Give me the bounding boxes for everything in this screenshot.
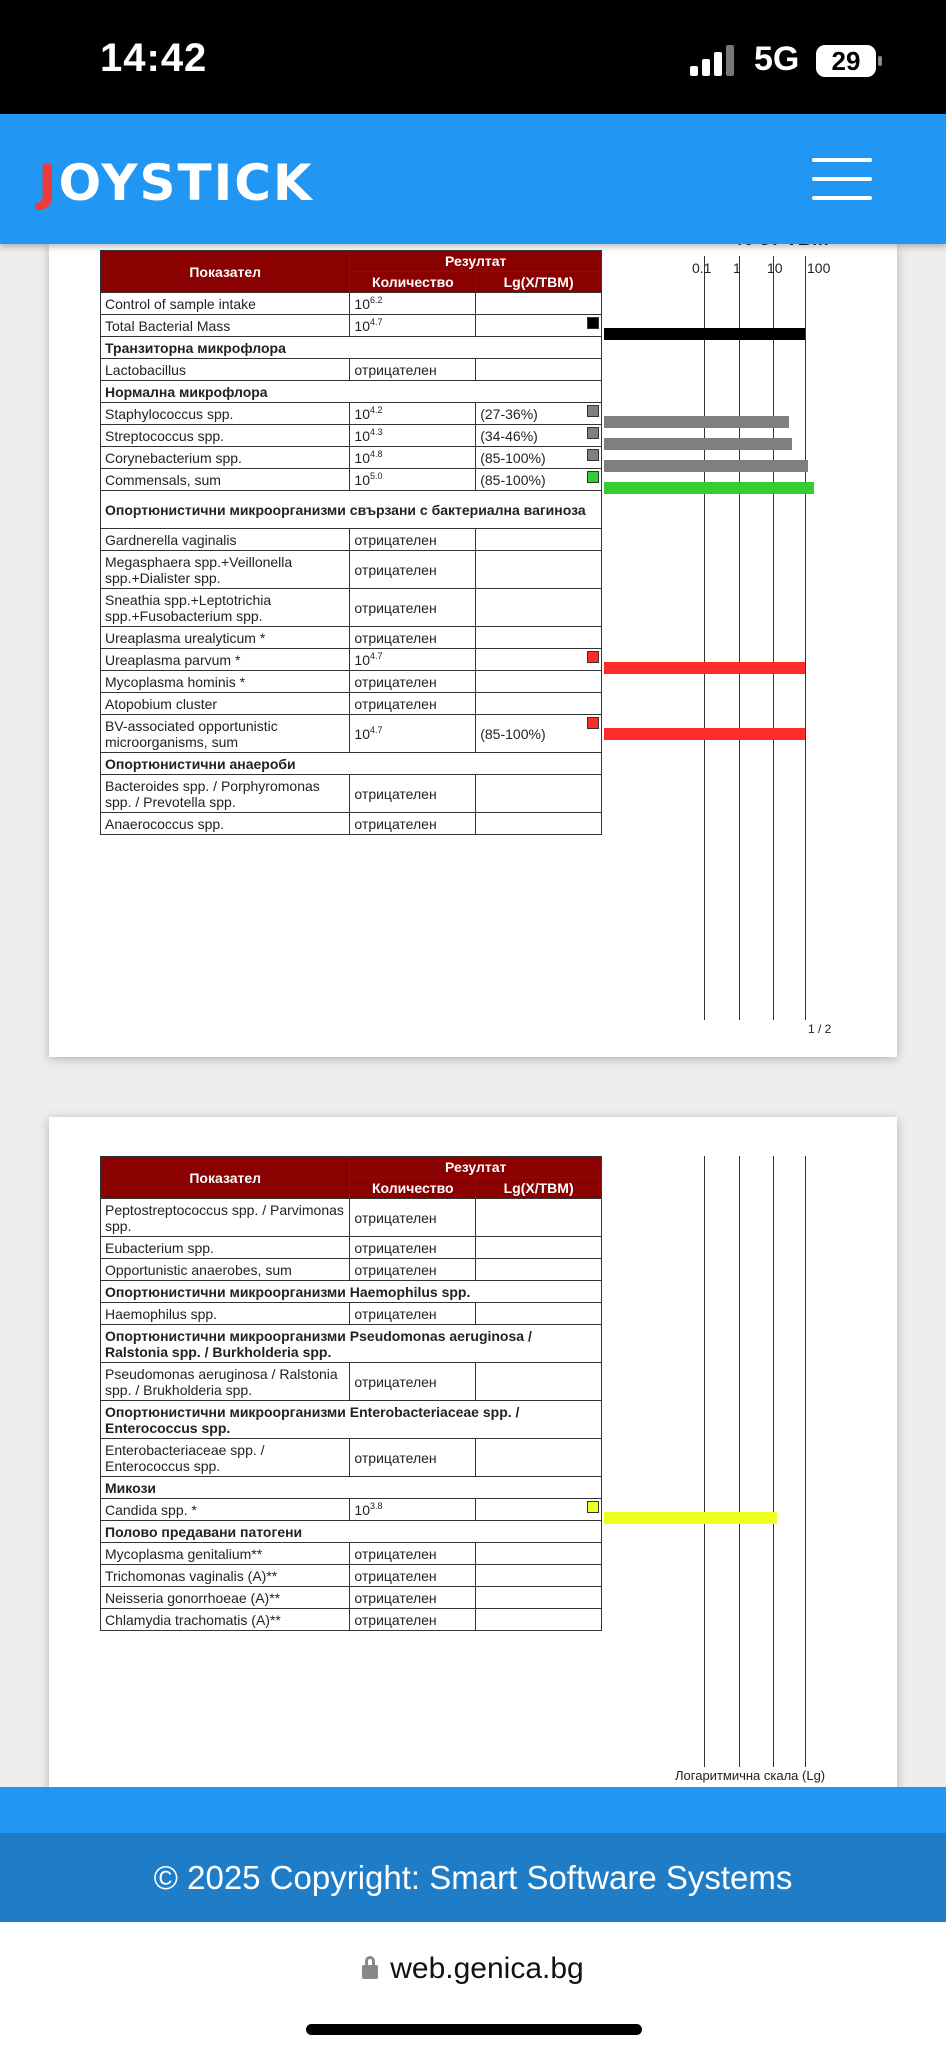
quantity-cell [350, 1303, 476, 1325]
indicator-name: Enterobacteriaceae spp. / Enterococcus spp. [101, 1439, 350, 1477]
table-row [101, 1609, 602, 1631]
quantity-exponent: 4.3 [370, 427, 383, 437]
indicator-name: Streptococcus spp. [101, 425, 350, 447]
lg-cell [476, 671, 602, 693]
abundance-bar [604, 438, 792, 450]
quantity-cell [350, 447, 476, 469]
grid-line [739, 1156, 740, 1767]
quantity-cell [350, 1363, 476, 1401]
lg-cell [476, 1565, 602, 1587]
logo[interactable] [38, 154, 314, 212]
logo-rest: OYSTICK [58, 154, 314, 212]
color-marker [587, 317, 599, 329]
indicator-name: Total Bacterial Mass [101, 315, 350, 337]
lg-cell [476, 469, 602, 491]
table-row [101, 1565, 602, 1587]
quantity-cell [350, 671, 476, 693]
indicator-name: Ureaplasma parvum * [101, 649, 350, 671]
section-title: Опортюнистични микроорганизми Pseudomonas aeruginosa / Ralstonia spp. / Burkholderia spp. [101, 1325, 602, 1363]
color-marker [587, 651, 599, 663]
lg-value: (85-100%) [480, 449, 546, 466]
indicator-name: Haemophilus spp. [101, 1303, 350, 1325]
table-row [101, 1259, 602, 1281]
table-row [101, 1303, 602, 1325]
quantity-cell [350, 293, 476, 315]
results-table [100, 1156, 602, 1631]
section-row [101, 1281, 602, 1303]
quantity-base: отрицателен [354, 629, 437, 646]
table-row [101, 1587, 602, 1609]
indicator-name: Eubacterium spp. [101, 1237, 350, 1259]
indicator-name: Candida spp. * [101, 1499, 350, 1521]
table-row [101, 359, 602, 381]
quantity-cell [350, 315, 476, 337]
indicator-name: Anaerococcus spp. [101, 813, 350, 835]
lg-cell [476, 1303, 602, 1325]
indicator-name: Control of sample intake [101, 293, 350, 315]
abundance-bar [604, 662, 805, 674]
abundance-bar [604, 1512, 777, 1524]
indicator-name: BV-associated opportunistic microorganisms, sum [101, 715, 350, 753]
quantity-base: отрицателен [354, 1611, 437, 1628]
quantity-base: отрицателен [354, 673, 437, 690]
lg-cell [476, 1237, 602, 1259]
table-row [101, 403, 602, 425]
quantity-base: 10 [354, 296, 370, 312]
section-title: Полово предавани патогени [101, 1521, 602, 1543]
section-row [101, 1401, 602, 1439]
table-row [101, 589, 602, 627]
table-row [101, 425, 602, 447]
table-row [101, 1363, 602, 1401]
section-title: Транзиторна микрофлора [101, 337, 602, 359]
indicator-name: Sneathia spp.+Leptotrichia spp.+Fusobacterium spp. [101, 589, 350, 627]
color-marker [587, 1501, 599, 1513]
lg-cell [476, 589, 602, 627]
indicator-name: Megasphaera spp.+Veillonella spp.+Dialister spp. [101, 551, 350, 589]
section-row [101, 1325, 602, 1363]
section-row [101, 1521, 602, 1543]
quantity-exponent: 6.2 [370, 295, 383, 305]
quantity-base: отрицателен [354, 1209, 437, 1226]
section-row [101, 381, 602, 403]
quantity-base: отрицателен [354, 1373, 437, 1390]
lg-value: (85-100%) [480, 471, 546, 488]
grid-line [773, 256, 774, 1020]
indicator-name: Chlamydia trachomatis (A)** [101, 1609, 350, 1631]
quantity-base: отрицателен [354, 1449, 437, 1466]
status-time: 14:42 [100, 36, 208, 80]
quantity-cell [350, 425, 476, 447]
axis-footer: Логаритмична скала (Lg) [675, 1768, 826, 1783]
table-row [101, 447, 602, 469]
lg-cell [476, 1363, 602, 1401]
table-row [101, 715, 602, 753]
table-row [101, 469, 602, 491]
quantity-base: отрицателен [354, 785, 437, 802]
axis-tick-label: 1 [733, 260, 741, 276]
quantity-cell [350, 693, 476, 715]
status-bar [0, 0, 946, 114]
grid-line [704, 1156, 705, 1767]
axis-tick-label: 10 [767, 260, 783, 276]
lg-cell [476, 359, 602, 381]
url-display[interactable] [0, 1952, 946, 1986]
indicator-name: Corynebacterium spp. [101, 447, 350, 469]
indicator-name: Peptostreptococcus spp. / Parvimonas spp. [101, 1199, 350, 1237]
quantity-base: отрицателен [354, 599, 437, 616]
indicator-name: Ureaplasma urealyticum * [101, 627, 350, 649]
indicator-name: Staphylococcus spp. [101, 403, 350, 425]
quantity-base: отрицателен [354, 1545, 437, 1562]
abundance-bar [604, 328, 805, 340]
lg-cell [476, 627, 602, 649]
table-row [101, 1499, 602, 1521]
quantity-cell [350, 649, 476, 671]
indicator-name: Trichomonas vaginalis (A)** [101, 1565, 350, 1587]
battery-icon: 29 [816, 45, 876, 77]
table-row [101, 551, 602, 589]
lock-icon [362, 1965, 378, 1979]
browser-bar [0, 1922, 946, 2048]
quantity-cell [350, 529, 476, 551]
table-row [101, 813, 602, 835]
quantity-base: 10 [354, 406, 370, 422]
quantity-cell [350, 1543, 476, 1565]
quantity-base: 10 [354, 1502, 370, 1518]
lg-cell [476, 425, 602, 447]
grid-line [739, 256, 740, 1020]
quantity-exponent: 4.7 [370, 651, 383, 661]
section-row [101, 337, 602, 359]
quantity-cell [350, 715, 476, 753]
col-quantity: Количество [350, 1178, 476, 1199]
col-indicator: Показател [101, 1157, 350, 1199]
lg-cell [476, 649, 602, 671]
lg-cell [476, 693, 602, 715]
table-row [101, 293, 602, 315]
section-title: Опортюнистични микроорганизми Enterobacteriaceae spp. / Enterococcus spp. [101, 1401, 602, 1439]
lg-cell [476, 403, 602, 425]
abundance-bar [604, 460, 808, 472]
section-title: Нормална микрофлора [101, 381, 602, 403]
quantity-exponent: 4.8 [370, 449, 383, 459]
quantity-base: отрицателен [354, 361, 437, 378]
section-row [101, 1477, 602, 1499]
report-page-2 [49, 1117, 897, 1792]
col-indicator: Показател [101, 251, 350, 293]
table-row [101, 1237, 602, 1259]
quantity-cell [350, 589, 476, 627]
section-title: Опортюнистични микроорганизми свързани с бактериална вагиноза [101, 491, 602, 529]
col-lg: Lg(X/TBM) [476, 1178, 602, 1199]
col-lg: Lg(X/TBM) [476, 272, 602, 293]
table-row [101, 693, 602, 715]
signal-icon [690, 44, 740, 78]
lg-cell [476, 529, 602, 551]
indicator-name: Mycoplasma hominis * [101, 671, 350, 693]
network-type: 5G [754, 40, 800, 78]
quantity-cell [350, 359, 476, 381]
table-row [101, 775, 602, 813]
quantity-base: 10 [354, 318, 370, 334]
quantity-cell [350, 775, 476, 813]
indicator-name: Gardnerella vaginalis [101, 529, 350, 551]
page-number: 1 / 2 [808, 1022, 832, 1036]
quantity-cell [350, 1587, 476, 1609]
quantity-cell [350, 469, 476, 491]
table-row [101, 1439, 602, 1477]
quantity-cell [350, 1499, 476, 1521]
abundance-bar [604, 482, 814, 494]
lg-cell [476, 1499, 602, 1521]
table-row [101, 649, 602, 671]
table-row [101, 1543, 602, 1565]
section-title: Опортюнистични анаероби [101, 753, 602, 775]
quantity-cell [350, 1199, 476, 1237]
lg-cell [476, 1439, 602, 1477]
quantity-base: 10 [354, 428, 370, 444]
quantity-cell [350, 1439, 476, 1477]
quantity-base: отрицателен [354, 1239, 437, 1256]
quantity-cell [350, 403, 476, 425]
quantity-base: 10 [354, 450, 370, 466]
color-marker [587, 471, 599, 483]
home-indicator[interactable] [306, 2024, 642, 2035]
results-table [100, 250, 602, 835]
axis-tick-label: 100 [807, 260, 831, 276]
grid-line [704, 256, 705, 1020]
col-result: Резултат [350, 1157, 602, 1178]
quantity-base: отрицателен [354, 695, 437, 712]
color-marker [587, 427, 599, 439]
lg-cell [476, 1543, 602, 1565]
quantity-base: отрицателен [354, 1305, 437, 1322]
lg-value: (85-100%) [480, 725, 546, 742]
lg-cell [476, 293, 602, 315]
color-marker [587, 717, 599, 729]
table-row [101, 529, 602, 551]
lg-value: (34-46%) [480, 427, 538, 444]
indicator-name: Neisseria gonorrhoeae (A)** [101, 1587, 350, 1609]
col-quantity: Количество [350, 272, 476, 293]
quantity-exponent: 4.2 [370, 405, 383, 415]
color-marker [587, 449, 599, 461]
quantity-base: отрицателен [354, 561, 437, 578]
lg-cell [476, 775, 602, 813]
grid-line [773, 1156, 774, 1767]
lg-cell [476, 813, 602, 835]
quantity-base: отрицателен [354, 1589, 437, 1606]
lg-cell [476, 551, 602, 589]
table-row [101, 315, 602, 337]
indicator-name: Lactobacillus [101, 359, 350, 381]
quantity-cell [350, 1609, 476, 1631]
section-title: Опортюнистични микроорганизми Haemophilus spp. [101, 1281, 602, 1303]
quantity-cell [350, 813, 476, 835]
indicator-name: Commensals, sum [101, 469, 350, 491]
axis-tick-label: 0.1 [692, 260, 712, 276]
table-row [101, 627, 602, 649]
url-text: web.genica.bg [390, 1952, 584, 1985]
table-row [101, 671, 602, 693]
quantity-base: отрицателен [354, 1261, 437, 1278]
indicator-name: Pseudomonas aeruginosa / Ralstonia spp. / Brukholderia spp. [101, 1363, 350, 1401]
report-page-1 [49, 244, 897, 1057]
indicator-name: Bacteroides spp. / Porphyromonas spp. / Prevotella spp. [101, 775, 350, 813]
lg-cell [476, 1609, 602, 1631]
quantity-base: отрицателен [354, 815, 437, 832]
quantity-base: отрицателен [354, 1567, 437, 1584]
quantity-exponent: 4.7 [370, 725, 383, 735]
quantity-exponent: 4.7 [370, 317, 383, 327]
logo-first-letter: J [38, 154, 59, 212]
section-row [101, 753, 602, 775]
quantity-cell [350, 1259, 476, 1281]
lg-cell [476, 447, 602, 469]
abundance-bar [604, 416, 789, 428]
abundance-bar [604, 728, 805, 740]
quantity-cell [350, 627, 476, 649]
quantity-cell [350, 551, 476, 589]
indicator-name: Opportunistic anaerobes, sum [101, 1259, 350, 1281]
quantity-exponent: 5.0 [370, 471, 383, 481]
quantity-base: 10 [354, 472, 370, 488]
col-result: Резултат [350, 251, 602, 272]
table-row [101, 1199, 602, 1237]
menu-icon[interactable] [812, 158, 872, 200]
color-marker [587, 405, 599, 417]
indicator-name: Mycoplasma genitalium** [101, 1543, 350, 1565]
grid-line [805, 256, 806, 1020]
quantity-base: отрицателен [354, 531, 437, 548]
lg-cell [476, 1199, 602, 1237]
quantity-cell [350, 1565, 476, 1587]
footer-copyright: © 2025 Copyright: Smart Software Systems [0, 1833, 946, 1922]
lg-cell [476, 1587, 602, 1609]
quantity-base: 10 [354, 726, 370, 742]
lg-cell [476, 315, 602, 337]
footer-band [0, 1787, 946, 1833]
section-row [101, 491, 602, 529]
quantity-base: 10 [354, 652, 370, 668]
quantity-cell [350, 1237, 476, 1259]
lg-cell [476, 715, 602, 753]
grid-line [805, 1156, 806, 1767]
lg-cell [476, 1259, 602, 1281]
indicator-name: Atopobium cluster [101, 693, 350, 715]
lg-value: (27-36%) [480, 405, 538, 422]
quantity-exponent: 3.8 [369, 1501, 383, 1511]
section-title: Микози [101, 1477, 602, 1499]
app-header [0, 114, 946, 244]
